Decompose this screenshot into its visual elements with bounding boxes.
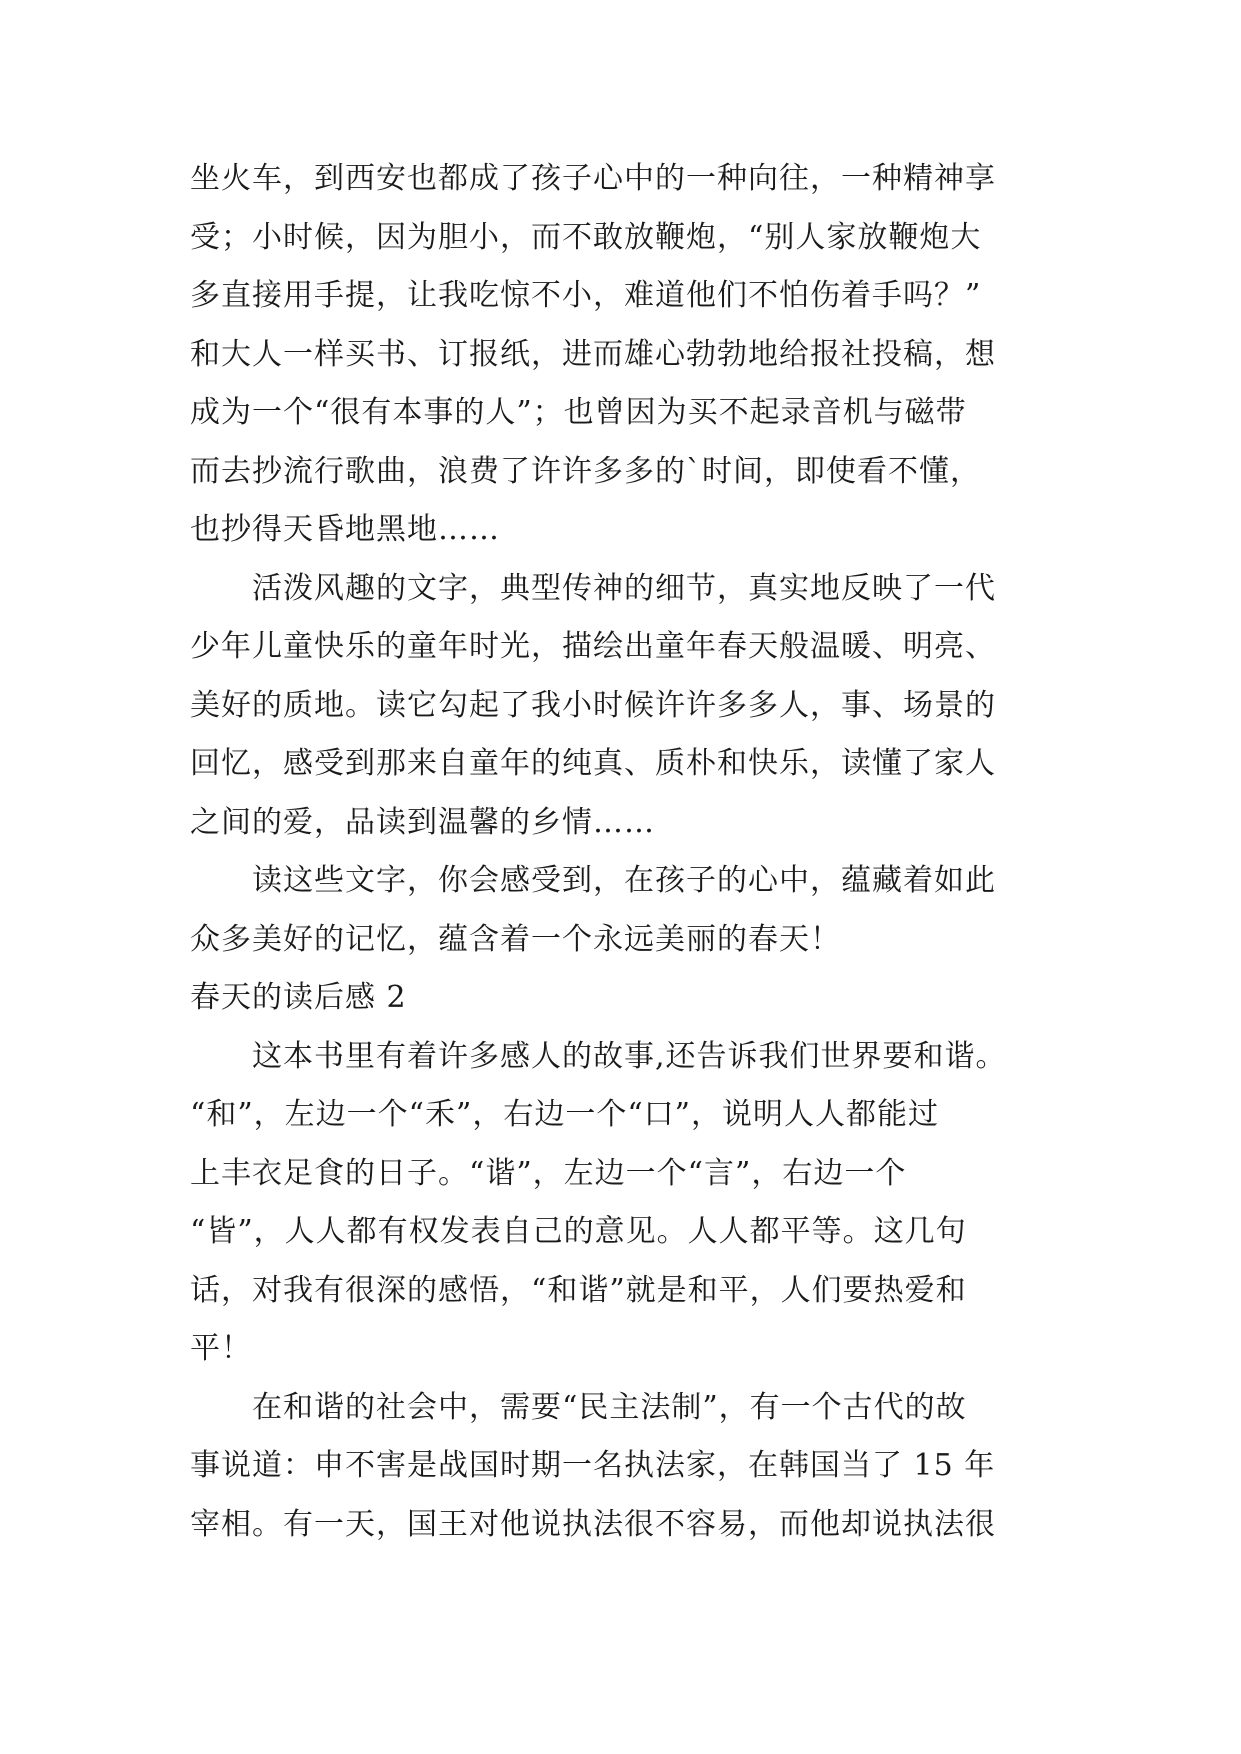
section-heading: 春天的读后感 2	[190, 980, 407, 1015]
text-line: “皆”，人人都有权发表自己的意见。人人都平等。这几句	[190, 1214, 967, 1249]
text-line: 回忆，感受到那来自童年的纯真、质朴和快乐，读懂了家人	[190, 746, 996, 781]
paragraph-start-line: 活泼风趣的文字，典型传神的细节，真实地反映了一代	[252, 570, 996, 606]
text-line: 之间的爱，品读到温馨的乡情……	[190, 804, 655, 840]
text-line: 多直接用手提，让我吃惊不小，难道他们不怕伤着手吗？”	[190, 278, 982, 313]
text-line: 众多美好的记忆，蕴含着一个永远美丽的春天！	[190, 921, 841, 957]
text-line: 坐火车，到西安也都成了孩子心中的一种向往，一种精神享	[190, 161, 996, 196]
paragraph-start-line: 在和谐的社会中，需要“民主法制”，有一个古代的故	[252, 1389, 967, 1425]
text-line: “和”，左边一个“禾”，右边一个“口”，说明人人都能过	[190, 1097, 940, 1132]
text-line: 和大人一样买书、订报纸，进而雄心勃勃地给报社投稿，想	[190, 336, 996, 372]
paragraph-start-line: 读这些文字，你会感受到，在孩子的心中，蕴藏着如此	[252, 863, 996, 898]
text-line: 也抄得天昏地黑地……	[190, 512, 500, 547]
text-line: 受；小时候，因为胆小，而不敢放鞭炮，“别人家放鞭炮大	[190, 219, 982, 255]
document-body	[190, 150, 1050, 1554]
text-line: 平！	[190, 1331, 252, 1366]
text-line: 少年儿童快乐的童年时光，描绘出童年春天般温暖、明亮、	[190, 629, 996, 664]
text-line: 美好的质地。读它勾起了我小时候许许多多人，事、场景的	[190, 687, 996, 723]
text-line: 成为一个“很有本事的人”；也曾因为买不起录音机与磁带	[190, 395, 967, 430]
text-line: 话，对我有很深的感悟，“和谐”就是和平，人们要热爱和	[190, 1272, 967, 1308]
text-line: 事说道：申不害是战国时期一名执法家，在韩国当了 15 年	[190, 1448, 996, 1483]
text-line: 而去抄流行歌曲，浪费了许许多多的`时间，即使看不懂，	[190, 453, 981, 489]
text-line: 宰相。有一天，国王对他说执法很不容易，而他却说执法很	[190, 1506, 996, 1542]
text-line: 上丰衣足食的日子。“谐”，左边一个“言”，右边一个	[190, 1155, 907, 1191]
paragraph-start-line: 这本书里有着许多感人的故事,还告诉我们世界要和谐。	[252, 1038, 1007, 1074]
